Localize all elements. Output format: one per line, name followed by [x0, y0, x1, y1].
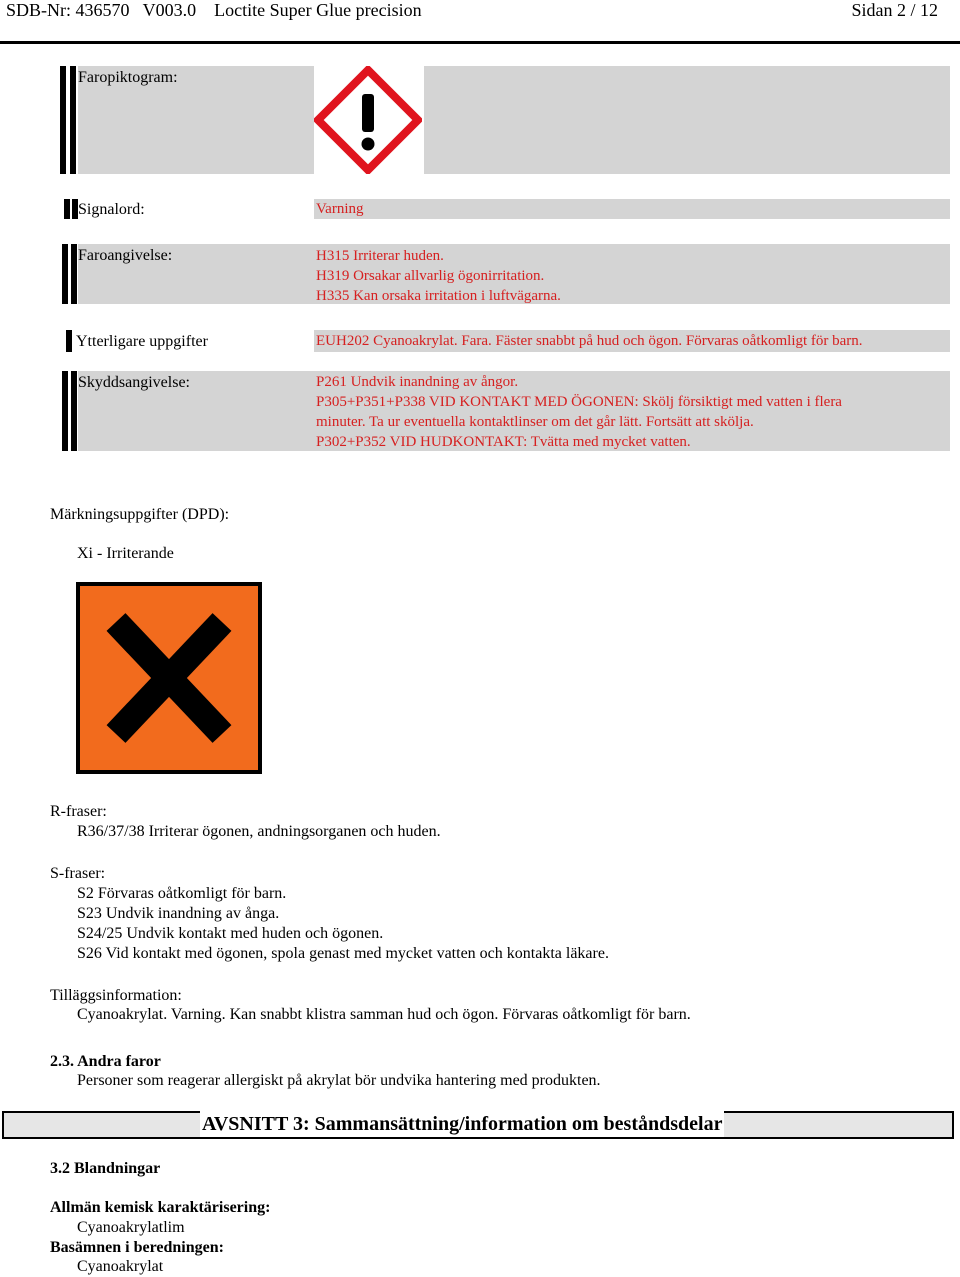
signal-value: Varning — [316, 201, 364, 217]
row-bar-extra — [66, 330, 72, 352]
hazard-statement: H335 Kan orsaka irritation i luftvägarna. — [316, 288, 561, 304]
precaution-statement: P305+P351+P338 VID KONTAKT MED ÖGONEN: Skölj försiktigt med vatten i flera — [316, 394, 842, 410]
other-hazards-title: Andra faror — [77, 1053, 161, 1070]
s-phrase: S23 Undvik inandning av ånga. — [77, 905, 280, 922]
pictogram-label: Faropiktogram: — [78, 69, 178, 86]
page-header — [0, 0, 960, 26]
s-phrase: S2 Förvaras oåtkomligt för barn. — [77, 885, 287, 902]
hazard-statement: H319 Orsakar allvarlig ögonirritation. — [316, 268, 545, 284]
row-bar-hazard-2 — [71, 244, 77, 304]
mixtures-heading: 3.2 Blandningar — [50, 1160, 161, 1177]
row-bar-pictogram — [60, 66, 66, 174]
ghs-exclamation-icon — [314, 66, 422, 174]
document-id: SDB-Nr: 436570 V003.0 Loctite Super Glue precision — [6, 0, 422, 20]
general-characterisation-label: Allmän kemisk karaktärisering: — [50, 1199, 271, 1216]
row-bar-signal — [64, 199, 70, 219]
row-bar-hazard — [62, 244, 68, 304]
s-phrase: S26 Vid kontakt med ögonen, spola genast med mycket vatten och kontakta läkare. — [77, 945, 609, 962]
section-3-title: AVSNITT 3: Sammansättning/information om beståndsdelar — [202, 1113, 723, 1135]
r-phrases-label: R-fraser: — [50, 803, 107, 820]
base-substances-value: Cyanoakrylat — [77, 1258, 164, 1275]
base-substances-label: Basämnen i beredningen: — [50, 1239, 224, 1256]
hazard-statement: H315 Irriterar huden. — [316, 248, 444, 264]
precaution-statement: P261 Undvik inandning av ångor. — [316, 374, 519, 390]
s-phrase: S24/25 Undvik kontakt med huden och ögonen. — [77, 925, 384, 942]
pictogram-fill-cell — [424, 66, 950, 174]
xi-irritant-icon — [76, 582, 262, 774]
extra-value: EUH202 Cyanoakrylat. Fara. Fäster snabbt på hud och ögon. Förvaras oåtkomligt för barn. — [316, 333, 863, 349]
extra-label: Ytterligare uppgifter — [76, 333, 208, 350]
other-hazards-text: Personer som reagerar allergiskt på akrylat bör undvika hantering med produkten. — [77, 1072, 601, 1089]
s-phrases-label: S-fraser: — [50, 865, 106, 882]
precaution-statement: P302+P352 VID HUDKONTAKT: Tvätta med mycket vatten. — [316, 434, 691, 450]
other-hazards-heading — [50, 1052, 161, 1072]
general-characterisation-value: Cyanoakrylatlim — [77, 1219, 185, 1236]
pictogram-cell — [314, 66, 422, 174]
row-bar-pictogram-2 — [70, 66, 76, 174]
precaution-label: Skyddsangivelse: — [78, 374, 190, 391]
irritant-symbol — [76, 582, 262, 774]
row-bar-precaution-2 — [71, 371, 77, 451]
dpd-symbol-label: Xi - Irriterande — [77, 545, 174, 562]
header-divider — [0, 41, 960, 44]
signal-label: Signalord: — [78, 201, 145, 218]
additional-info-value: Cyanoakrylat. Varning. Kan snabbt klistra samman hud och ögon. Förvaras oåtkomligt för barn. — [77, 1006, 691, 1023]
dpd-heading: Märkningsuppgifter (DPD): — [50, 506, 230, 523]
precaution-statement: minuter. Ta ur eventuella kontaktlinser om det går lätt. Fortsätt att skölja. — [316, 414, 754, 430]
other-hazards-number: 2.3. — [50, 1053, 74, 1070]
r-phrase: R36/37/38 Irriterar ögonen, andningsorganen och huden. — [77, 823, 441, 840]
hazard-label: Faroangivelse: — [78, 247, 173, 264]
page-number: Sidan 2 / 12 — [851, 0, 938, 20]
row-bar-precaution — [62, 371, 68, 451]
signal-value-cell — [314, 199, 950, 219]
additional-info-label: Tilläggsinformation: — [50, 987, 182, 1004]
